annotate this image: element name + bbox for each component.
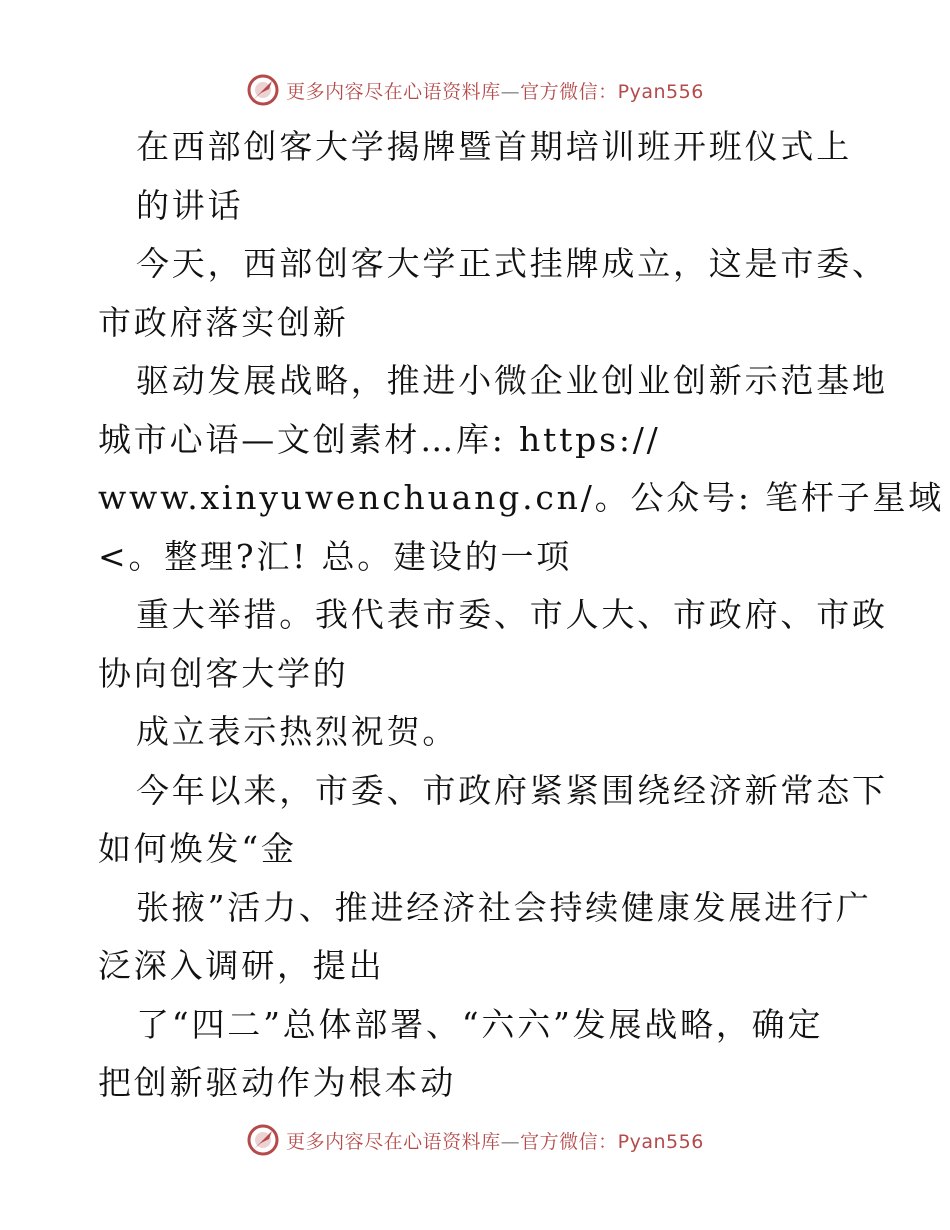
doc-line: 城市心语—文创素材…库: https:// [98, 419, 661, 459]
footer-banner [0, 1120, 950, 1160]
doc-line: 把创新驱动作为根本动 [98, 1063, 456, 1102]
doc-line: 市政府落实创新 [98, 302, 349, 342]
doc-line: 了“四二”总体部署、“六六”发展战略，确定 [136, 1004, 824, 1044]
doc-line: 今天，西部创客大学正式挂牌成立，这是市委、 [136, 244, 888, 283]
banner-wechat-text: 官方微信：Pyan556 [520, 1130, 704, 1153]
doc-title-line-1: 在西部创客大学揭牌暨首期培训班开班仪式上 [136, 127, 852, 166]
banner-separator: — [500, 80, 521, 103]
doc-line: 驱动发展战略，推进小微企业创业创新示范基地 [136, 361, 888, 400]
doc-line: 重大举措。我代表市委、市人大、市政府、市政 [136, 595, 888, 634]
banner-separator: — [500, 1130, 521, 1153]
quill-pen-circle-icon [246, 73, 280, 107]
banner-main-text: 更多内容尽在心语资料库 [286, 80, 501, 103]
doc-line: 如何焕发“金 [98, 829, 297, 868]
header-banner [0, 70, 950, 110]
doc-line: 协向创客大学的 [98, 653, 349, 693]
quill-pen-circle-icon [246, 1123, 280, 1157]
document-body [98, 118, 945, 1113]
doc-line: 成立表示热烈祝贺。 [136, 712, 459, 751]
doc-line: 泛深入调研，提出 [98, 946, 385, 985]
doc-line: 今年以来，市委、市政府紧紧围绕经济新常态下 [136, 770, 888, 810]
doc-line: 张掖”活力、推进经济社会持续健康发展进行广 [136, 887, 872, 927]
banner-wechat-text: 官方微信：Pyan556 [520, 80, 704, 103]
doc-title-line-2: 的讲话 [136, 185, 244, 225]
banner-main-text: 更多内容尽在心语资料库 [286, 1130, 501, 1153]
doc-line: <。整理?汇! 总。建设的一项 [98, 536, 573, 576]
doc-line: www.xinyuwenchuang.cn/。公众号: 笔杆子星域 [98, 478, 945, 517]
